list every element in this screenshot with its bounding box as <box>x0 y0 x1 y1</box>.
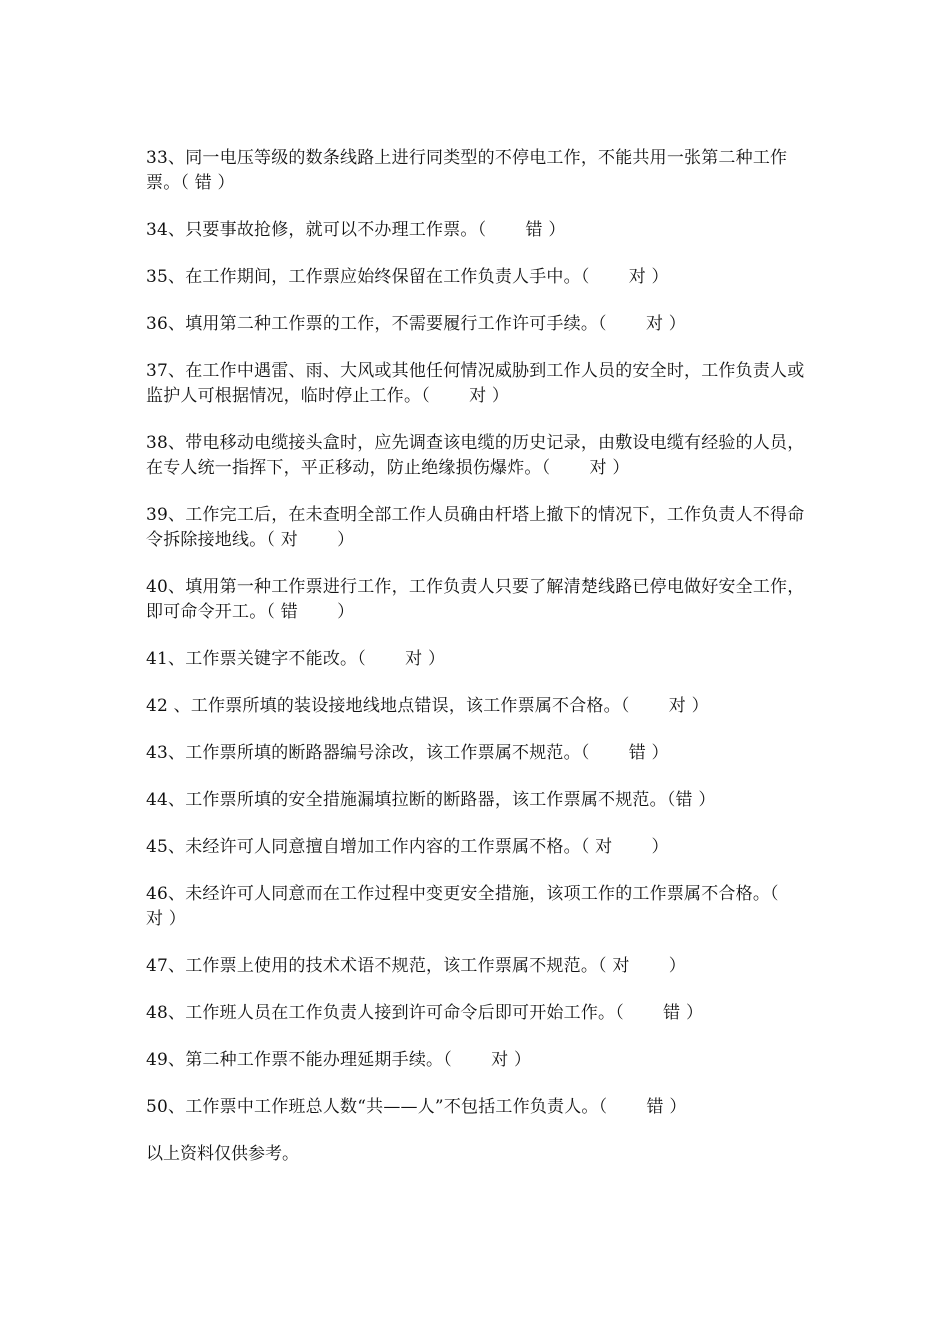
question-36: 36、填用第二种工作票的工作，不需要履行工作许可手续。（ 对 ） <box>146 314 686 334</box>
question-46: 46、未经许可人同意而在工作过程中变更安全措施，该项工作的工作票属不合格。（ 对 ） <box>146 884 818 929</box>
question-48: 48、工作班人员在工作负责人接到许可命令后即可开始工作。（ 错 ） <box>146 1003 704 1023</box>
question-50: 50、工作票中工作班总人数“共——人”不包括工作负责人。（ 错 ） <box>146 1097 687 1117</box>
footer-note: 以上资料仅供参考。 <box>146 1144 299 1164</box>
question-41: 41、工作票关键字不能改。（ 对 ） <box>146 649 446 669</box>
question-42: 42 、工作票所填的装设接地线地点错误，该工作票属不合格。（ 对 ） <box>146 696 709 716</box>
question-38: 38、带电移动电缆接头盒时，应先调查该电缆的历史记录，由敷设电缆有经验的人员，在专人统一指挥下，平正移动，防止绝缘损伤爆炸。（ 对 ） <box>146 433 805 478</box>
question-43: 43、工作票所填的断路器编号涂改，该工作票属不规范。（ 错 ） <box>146 743 669 763</box>
question-35: 35、在工作期间，工作票应始终保留在工作负责人手中。（ 对 ） <box>146 267 669 287</box>
question-44: 44、工作票所填的安全措施漏填拉断的断路器，该工作票属不规范。（错 ） <box>146 790 716 810</box>
question-40: 40、填用第一种工作票进行工作，工作负责人只要了解清楚线路已停电做好安全工作，即可命令开工。（ 错 ） <box>146 577 805 622</box>
question-39: 39、工作完工后，在未查明全部工作人员确由杆塔上撤下的情况下，工作负责人不得命令拆除接地线。（ 对 ） <box>146 505 805 550</box>
question-47: 47、工作票上使用的技术术语不规范，该工作票属不规范。（ 对 ） <box>146 956 686 976</box>
document-page <box>146 146 818 1184</box>
question-45: 45、未经许可人同意擅自增加工作内容的工作票属不格。（ 对 ） <box>146 837 669 857</box>
question-49: 49、第二种工作票不能办理延期手续。（ 对 ） <box>146 1050 532 1070</box>
question-34: 34、只要事故抢修，就可以不办理工作票。（ 错 ） <box>146 220 566 240</box>
question-37: 37、在工作中遇雷、雨、大风或其他任何情况威胁到工作人员的安全时，工作负责人或监护人可根据情况，临时停止工作。（ 对 ） <box>146 361 805 406</box>
question-33: 33、同一电压等级的数条线路上进行同类型的不停电工作，不能共用一张第二种工作票。（ 错 ） <box>146 148 788 193</box>
